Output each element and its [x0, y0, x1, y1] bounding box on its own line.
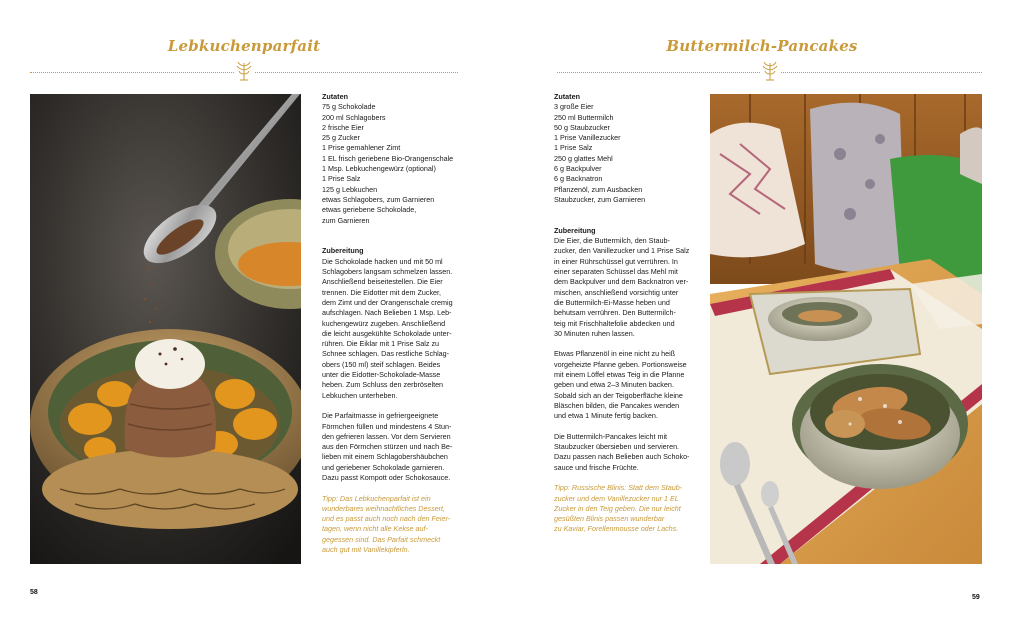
method-heading: Zubereitung — [554, 225, 596, 235]
method-line: heben. Zum Schluss den zerbröselten — [322, 380, 444, 390]
method-line: rühren. Die Eiklar mit 1 Prise Salz zu — [322, 339, 440, 349]
ingredient-item: 6 g Backnatron — [554, 174, 603, 184]
ingredient-item: zum Garnieren — [322, 215, 370, 225]
ingredient-item: 1 Prise Salz — [322, 174, 361, 184]
ingredients-heading: Zutaten — [322, 92, 348, 101]
method-line: Dazu passen nach Belieben auch Schoko- — [554, 452, 690, 462]
method-line: Schlagobers langsam schmelzen lassen. — [322, 267, 453, 277]
ingredient-item: 75 g Schokolade — [322, 102, 376, 112]
ingredient-item: Pflanzenöl, zum Ausbacken — [554, 184, 643, 194]
method-line: Die Eier, die Buttermilch, den Staub- — [554, 236, 670, 246]
recipe-title: Lebkuchenparfait — [167, 37, 321, 55]
method-line: in einer Rührschüssel gut verrühren. In — [554, 256, 678, 266]
lebkuchenparfait-photo — [30, 94, 301, 564]
ingredient-item: 3 große Eier — [554, 102, 594, 112]
tip-line: Tipp: Russische Blinis: Statt dem Staub- — [554, 483, 683, 493]
ingredient-item: 1 Prise gemahlener Zimt — [322, 143, 401, 153]
page-number: 59 — [972, 594, 980, 601]
method-line: dem Zimt und der Orangenschale cremig — [322, 297, 453, 307]
method-line: lieben mit einem Schlagobershäubchen — [322, 452, 448, 462]
ingredient-item: 250 ml Buttermilch — [554, 112, 614, 122]
tip-line: Zucker in den Teig geben. Die nur leicht — [554, 503, 681, 513]
ingredient-item: 50 g Staubzucker — [554, 122, 610, 132]
recipe-title: Buttermilch-Pancakes — [666, 37, 858, 55]
method-line: Etwas Pflanzenöl in eine nicht zu heiß — [554, 349, 676, 359]
method-line: vorgeheizte Pfanne geben. Portionsweise — [554, 359, 687, 369]
method-line: Schnee schlagen. Das restliche Schlag- — [322, 349, 450, 359]
method-line: Anschließend beiseitestellen. Die Eier — [322, 277, 443, 287]
method-line: die Buttermilch-Ei-Masse heben und — [554, 297, 670, 307]
ingredient-item: 1 Prise Vanillezucker — [554, 133, 621, 143]
method-line: mit einem Löffel etwas Teig in die Pfanne — [554, 370, 685, 380]
method-line: Die Parfaitmasse in gefriergeeignete — [322, 411, 439, 421]
ingredient-item: 1 Msp. Lebkuchengewürz (optional) — [322, 164, 436, 174]
tip-line: zu Kaviar, Forellenmousse oder Lachs. — [554, 524, 679, 534]
wheat-ornament-icon — [234, 60, 254, 82]
recipe-text-right — [554, 92, 694, 535]
tip-line: gegessen sind. Das Parfait schmeckt — [322, 534, 441, 544]
method-line: Sobald sich an der Teigoberfläche kleine — [554, 390, 683, 400]
method-line: Die Buttermilch-Pancakes leicht mit — [554, 431, 668, 441]
method-line: einer separaten Schüssel das Mehl mit — [554, 267, 678, 277]
method-heading: Zubereitung — [322, 246, 364, 256]
method-line: den gefrieren lassen. Vor dem Servieren — [322, 431, 451, 441]
method-line: trennen. Die Eidotter mit dem Zucker, — [322, 287, 442, 297]
tip-line: gesüßten Blinis passen wunderbar — [554, 514, 665, 524]
method-line: und etwa 1 Minute fertig backen. — [554, 411, 658, 421]
method-line: und geriebener Schokolade garnieren. — [322, 462, 445, 472]
method-line: obers (150 ml) steif schlagen. Beides — [322, 359, 441, 369]
method-line: kuchengewürz zugeben. Anschließend — [322, 318, 446, 328]
ingredient-item: 1 Prise Salz — [554, 143, 593, 153]
method-line: sauce und frische Früchte. — [554, 462, 639, 472]
ingredient-item: 1 EL frisch geriebene Bio-Orangenschale — [322, 153, 454, 163]
method-line: dem Backpulver und dem Backnatron ver- — [554, 277, 689, 287]
wheat-ornament-icon — [760, 60, 780, 82]
tip-line: Tipp: Das Lebkuchenparfait ist ein — [322, 493, 431, 503]
method-line: Förmchen füllen und mindestens 4 Stun- — [322, 421, 452, 431]
tip-line: wunderbares weihnachtliches Dessert, — [322, 503, 446, 513]
right-page — [512, 0, 1024, 634]
method-line: Dazu passt Kompott oder Schokosauce. — [322, 472, 451, 482]
method-line: behutsam verrühren. Den Buttermilch- — [554, 308, 676, 318]
ingredient-item: 2 frische Eier — [322, 122, 364, 132]
method-line: zucker, den Vanillezucker und 1 Prise Salz — [554, 246, 690, 256]
method-line: geben und etwa 2–3 Minuten backen. — [554, 380, 674, 390]
tip-line: zucker und dem Vanillezucker nur 1 EL — [554, 493, 679, 503]
ingredient-item: 6 g Backpulver — [554, 164, 602, 174]
ingredient-item: etwas geriebene Schokolade, — [322, 205, 417, 215]
ingredient-item: 250 g glattes Mehl — [554, 153, 613, 163]
method-line: aufschlagen. Nach Belieben 1 Msp. Leb- — [322, 308, 452, 318]
method-line: 30 Minuten ruhen lassen. — [554, 328, 635, 338]
method-line: Staubzucker übersieben und servieren. — [554, 442, 680, 452]
tip-line: auch gut mit Vanillekipferln. — [322, 545, 410, 555]
method-line: teig mit Frischhaltefolie abdecken und — [554, 318, 675, 328]
recipe-text-left — [322, 92, 462, 555]
method-line: aus den Förmchen stürzen und nach Be- — [322, 442, 453, 452]
method-line: mischen, anschließend vorsichtig unter — [554, 287, 679, 297]
method-line: die leicht ausgekühlte Schokolade unter- — [322, 328, 452, 338]
tip-line: und es passt auch noch nach den Feier- — [322, 514, 451, 524]
ingredient-item: 200 ml Schlagobers — [322, 112, 386, 122]
tip-line: tagen, wenn nicht alle Kekse auf- — [322, 524, 428, 534]
method-line: unter die Eidotter-Schokolade-Masse — [322, 370, 441, 380]
ingredient-item: 25 g Zucker — [322, 133, 360, 143]
ingredient-item: Staubzucker, zum Garnieren — [554, 194, 646, 204]
method-line: Die Schokolade hacken und mit 50 ml — [322, 256, 443, 266]
ingredient-item: etwas Schlagobers, zum Garnieren — [322, 194, 435, 204]
page-number: 58 — [30, 589, 38, 596]
ingredient-item: 125 g Lebkuchen — [322, 184, 378, 194]
buttermilch-pancakes-photo — [710, 94, 982, 564]
ingredients-heading: Zutaten — [554, 92, 580, 101]
method-line: Bläschen bilden, die Pancakes wenden — [554, 400, 680, 410]
method-line: Lebkuchen unterheben. — [322, 390, 398, 400]
